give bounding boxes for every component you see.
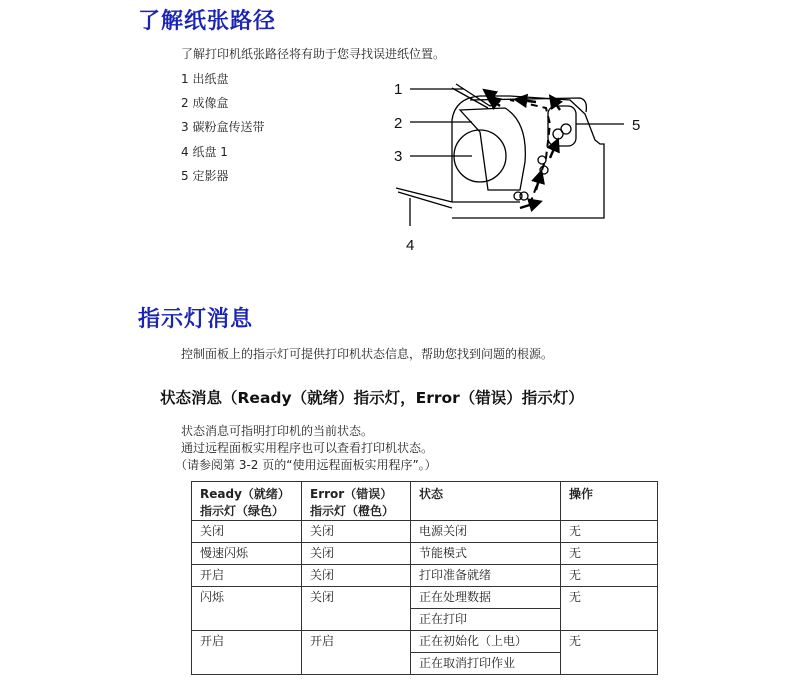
header-ready <box>192 482 302 521</box>
cell-status: 节能模式 <box>411 543 561 565</box>
cell-action: 无 <box>561 631 658 675</box>
cell-status: 正在处理数据 <box>411 587 561 609</box>
cell-status: 电源关闭 <box>411 521 561 543</box>
status-table <box>191 481 658 675</box>
table-row <box>192 543 658 565</box>
cell-error: 关闭 <box>302 543 411 565</box>
paper-path-intro: 了解打印机纸张路径将有助于您寻找误进纸位置。 <box>181 47 446 61</box>
cell-status: 正在初始化（上电） <box>411 631 561 653</box>
table-row <box>192 587 658 609</box>
status-desc-line-3: （请参阅第 3-2 页的“使用远程面板实用程序”。） <box>175 458 437 472</box>
cell-error: 开启 <box>302 631 411 675</box>
cell-action: 无 <box>561 565 658 587</box>
legend-item-imaging-cartridge: 2 成像盒 <box>181 96 229 110</box>
cell-status: 正在取消打印作业 <box>411 653 561 675</box>
callout-5: 5 <box>632 117 641 134</box>
cell-action: 无 <box>561 587 658 631</box>
header-action <box>561 482 658 521</box>
header-error <box>302 482 411 521</box>
cell-error: 关闭 <box>302 565 411 587</box>
status-messages-heading: 状态消息（Ready（就绪）指示灯，Error（错误）指示灯） <box>160 389 584 407</box>
paper-path-diagram <box>360 62 690 270</box>
section-title-indicator-messages: 指示灯消息 <box>138 307 254 332</box>
cell-error: 关闭 <box>302 587 411 631</box>
header-status-text: 状态 <box>419 487 444 501</box>
cell-action: 无 <box>561 521 658 543</box>
cell-status: 正在打印 <box>411 609 561 631</box>
table-row <box>192 521 658 543</box>
cell-ready: 开启 <box>192 565 302 587</box>
status-desc-line-2: 通过远程面板实用程序也可以查看打印机状态。 <box>181 441 434 455</box>
legend-item-output-tray: 1 出纸盘 <box>181 72 229 86</box>
header-ready-text: Ready（就绪） 指示灯（绿色） <box>200 487 290 518</box>
header-action-text: 操作 <box>569 487 594 501</box>
legend-item-toner-carousel: 3 碳粉盒传送带 <box>181 120 265 134</box>
cell-ready: 开启 <box>192 631 302 675</box>
header-error-text: Error（错误） 指示灯（橙色） <box>310 487 395 518</box>
section-title-paper-path: 了解纸张路径 <box>138 9 277 34</box>
cell-ready: 闪烁 <box>192 587 302 631</box>
status-desc-line-1: 状态消息可指明打印机的当前状态。 <box>181 424 374 438</box>
table-header-row <box>192 482 658 521</box>
callout-3: 3 <box>394 148 403 165</box>
cell-action: 无 <box>561 543 658 565</box>
callout-2: 2 <box>394 115 403 132</box>
header-status <box>411 482 561 521</box>
legend-item-tray-1: 4 纸盘 1 <box>181 145 228 159</box>
cell-ready: 慢速闪烁 <box>192 543 302 565</box>
legend-item-fuser: 5 定影器 <box>181 169 229 183</box>
indicator-intro: 控制面板上的指示灯可提供打印机状态信息，帮助您找到问题的根源。 <box>181 347 554 361</box>
cell-status: 打印准备就绪 <box>411 565 561 587</box>
cell-error: 关闭 <box>302 521 411 543</box>
table-row <box>192 565 658 587</box>
table-row <box>192 631 658 653</box>
callout-1: 1 <box>394 81 403 98</box>
callout-4: 4 <box>406 237 415 254</box>
cell-ready: 关闭 <box>192 521 302 543</box>
